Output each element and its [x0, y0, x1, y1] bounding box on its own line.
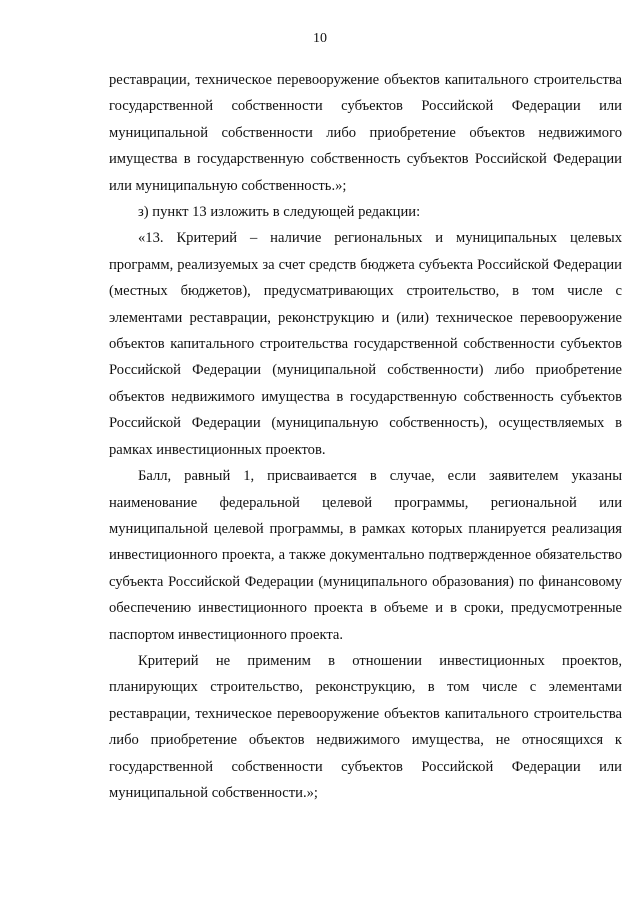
- document-body: [109, 67, 622, 806]
- paragraph-criterion-13: «13. Критерий – наличие региональных и муниципальных целевых программ, реализуемых за счет средств бюджета субъекта Российской Федерации (местных бюджетов), предусматривающих строительство, в том числе с элементами реставрации, реконструкцию и (или) техническое перевооружение объектов капитального строительства государственной собственности субъектов Российской Федерации (муниципальной собственности) либо приобретение объектов недвижимого имущества в государственную собственность субъектов Российской Федерации (муниципальную собственность), осуществляемых в рамках инвестиционных проектов.: [109, 230, 622, 458]
- paragraph-continuation: реставрации, техническое перевооружение объектов капитального строительства государственной собственности субъектов Российской Федерации или муниципальной собственности либо приобретение объектов недвижимого имущества в государственную собственность субъектов Российской Федерации или муниципальную собственность.»;: [109, 72, 622, 194]
- paragraph-criterion-exception: Критерий не применим в отношении инвестиционных проектов, планирующих строительство, реконструкцию, в том числе с элементами реставрации, техническое перевооружение объектов капитального строительства либо приобретение объектов недвижимого имущества, не относящихся к государственной собственности субъектов Российской Федерации или муниципальной собственности.»;: [109, 652, 622, 801]
- paragraph-score-rule: Балл, равный 1, присваивается в случае, если заявителем указаны наименование федеральной целевой программы, региональной или муниципальной целевой программы, в рамках которых планируется реализация инвестиционного проекта, а также документально подтвержденное обязательство субъекта Российской Федерации (муниципального образования) по финансовому обеспечению инвестиционного проекта в объеме и в сроки, предусмотренные паспортом инвестиционного проекта.: [109, 468, 622, 643]
- page-number: 10: [313, 31, 327, 46]
- paragraph-amendment-instruction: з) пункт 13 изложить в следующей редакции:: [138, 204, 421, 221]
